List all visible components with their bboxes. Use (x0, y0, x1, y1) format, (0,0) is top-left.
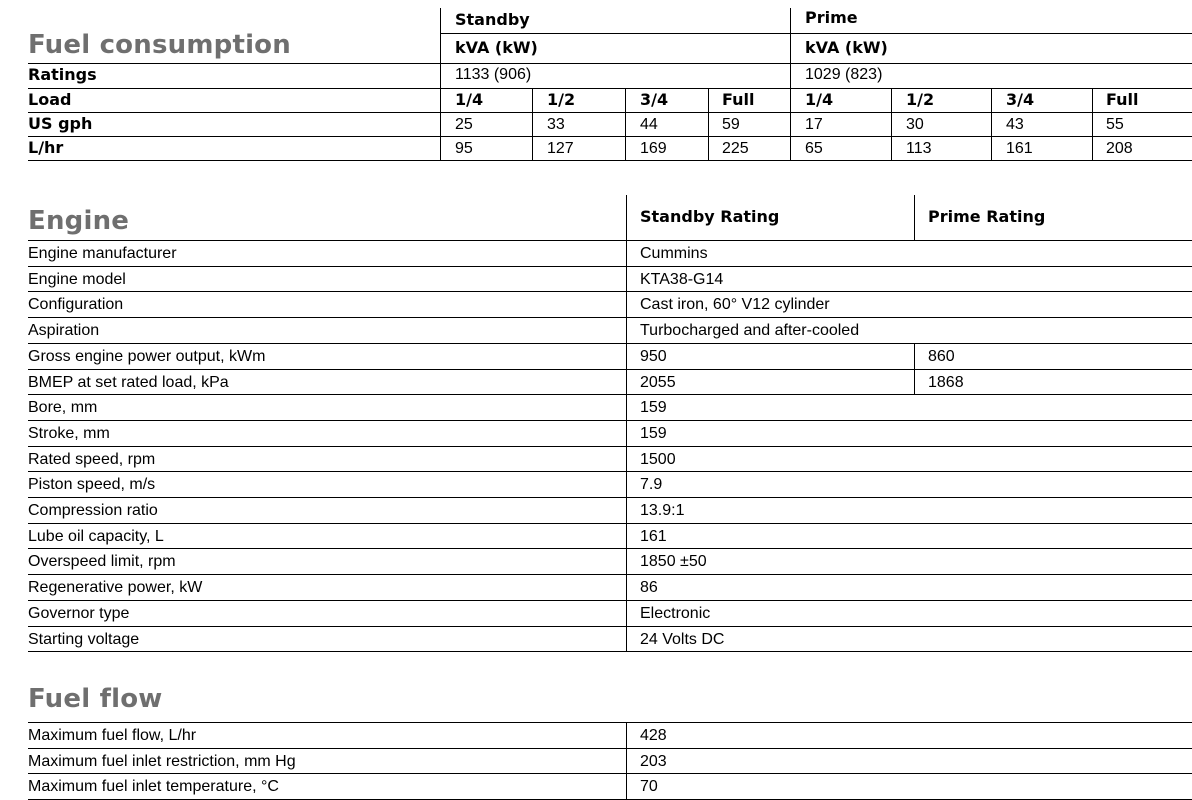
prime-rating-header: Prime Rating (928, 207, 1046, 226)
engine-row (28, 370, 1192, 395)
engine-row (28, 292, 1192, 318)
standby-rating-header: Standby Rating (640, 207, 780, 226)
ratings-standby-value: 1133 (906) (455, 66, 532, 83)
engine-row (28, 318, 1192, 344)
fuel-flow-row (28, 723, 1192, 749)
prime-header: Prime (805, 8, 858, 27)
usgph-cell: 55 (1106, 116, 1124, 133)
lhr-cell: 161 (1006, 140, 1033, 157)
usgph-cell: 33 (547, 116, 565, 133)
fuel-flow-row (28, 749, 1192, 774)
engine-row-standby-value: 161 (640, 528, 667, 545)
usgph-cell: 44 (640, 116, 658, 133)
engine-row (28, 421, 1192, 447)
load-cell: 3/4 (1006, 90, 1035, 109)
fuel-flow-row-label: Maximum fuel inlet temperature, °C (28, 778, 279, 795)
engine-row-standby-value: 86 (640, 579, 658, 596)
engine-row (28, 627, 1192, 652)
engine-row (28, 549, 1192, 575)
engine-row-standby-value: 1500 (640, 451, 676, 468)
engine-row (28, 241, 1192, 267)
engine-row-standby-value: 24 Volts DC (640, 631, 725, 648)
engine-row-label: Piston speed, m/s (28, 476, 156, 493)
engine-row-label: Rated speed, rpm (28, 451, 156, 468)
engine-row-standby-value: 1850 ±50 (640, 553, 707, 570)
engine-row (28, 395, 1192, 421)
fuel-flow-row (28, 774, 1192, 800)
usgph-cell: 17 (805, 116, 823, 133)
load-cell: 1/2 (906, 90, 935, 109)
load-cell: 1/4 (455, 90, 484, 109)
engine-row-label: BMEP at set rated load, kPa (28, 374, 229, 391)
load-cell: 3/4 (640, 90, 669, 109)
usgph-cell: 25 (455, 116, 473, 133)
lhr-cell: 127 (547, 140, 574, 157)
fuel-flow-row-label: Maximum fuel inlet restriction, mm Hg (28, 753, 296, 770)
engine-row-label: Stroke, mm (28, 425, 110, 442)
engine-row-label: Bore, mm (28, 399, 98, 416)
engine-row-label: Configuration (28, 296, 124, 313)
standby-kva-header: kVA (kW) (455, 38, 538, 57)
usgph-cell: 59 (722, 116, 740, 133)
engine-row-standby-value: 13.9:1 (640, 502, 685, 519)
engine-row (28, 601, 1192, 627)
engine-row-standby-value: 950 (640, 348, 667, 365)
lhr-cell: 113 (906, 140, 932, 157)
engine-row-standby-value: 2055 (640, 374, 676, 391)
engine-row-standby-value: Electronic (640, 605, 711, 622)
engine-row-prime-value: 860 (928, 348, 955, 365)
fuel-flow-row-value: 428 (640, 727, 667, 744)
load-cell: 1/4 (805, 90, 834, 109)
load-cell: Full (1106, 90, 1139, 109)
engine-row-standby-value: 7.9 (640, 476, 663, 493)
engine-row-label: Overspeed limit, rpm (28, 553, 176, 570)
engine-title: Engine (28, 206, 130, 236)
load-cell: 1/2 (547, 90, 576, 109)
usgph-cell: 43 (1006, 116, 1024, 133)
load-label: Load (28, 90, 72, 109)
engine-row-prime-value: 1868 (928, 374, 964, 391)
fuel-consumption-title: Fuel consumption (28, 30, 291, 60)
lhr-cell: 65 (805, 140, 823, 157)
ratings-prime-value: 1029 (823) (805, 66, 883, 83)
engine-row-label: Aspiration (28, 322, 100, 339)
lhr-cell: 225 (722, 140, 749, 157)
engine-row-label: Engine manufacturer (28, 245, 177, 262)
engine-row-label: Regenerative power, kW (28, 579, 203, 596)
lhr-label: L/hr (28, 138, 64, 157)
fuel-flow-title: Fuel flow (28, 684, 163, 714)
engine-row (28, 344, 1192, 370)
engine-row (28, 498, 1192, 524)
engine-row-label: Governor type (28, 605, 130, 622)
engine-row-standby-value: Turbocharged and after-cooled (640, 322, 860, 339)
prime-kva-header: kVA (kW) (805, 38, 888, 57)
engine-row-label: Lube oil capacity, L (28, 528, 164, 545)
lhr-cell: 95 (455, 140, 473, 157)
standby-header: Standby (455, 10, 530, 29)
engine-row (28, 575, 1192, 601)
engine-row-standby-value: 159 (640, 425, 667, 442)
engine-row (28, 267, 1192, 292)
usgph-label: US gph (28, 114, 93, 133)
fuel-flow-row-value: 70 (640, 778, 658, 795)
engine-row-label: Compression ratio (28, 502, 158, 519)
engine-row-standby-value: Cummins (640, 245, 708, 262)
ratings-label: Ratings (28, 65, 97, 84)
engine-row-label: Gross engine power output, kWm (28, 348, 266, 365)
usgph-cell: 30 (906, 116, 924, 133)
lhr-cell: 169 (640, 140, 667, 157)
engine-row-label: Engine model (28, 271, 126, 288)
engine-row-standby-value: KTA38-G14 (640, 271, 724, 288)
engine-row-standby-value: 159 (640, 399, 667, 416)
lhr-cell: 208 (1106, 140, 1133, 157)
engine-row (28, 447, 1192, 472)
fuel-flow-row-value: 203 (640, 753, 667, 770)
engine-row-label: Starting voltage (28, 631, 140, 648)
engine-row (28, 472, 1192, 498)
load-cell: Full (722, 90, 755, 109)
engine-row-standby-value: Cast iron, 60° V12 cylinder (640, 296, 830, 313)
fuel-flow-row-label: Maximum fuel flow, L/hr (28, 727, 197, 744)
engine-row (28, 524, 1192, 549)
